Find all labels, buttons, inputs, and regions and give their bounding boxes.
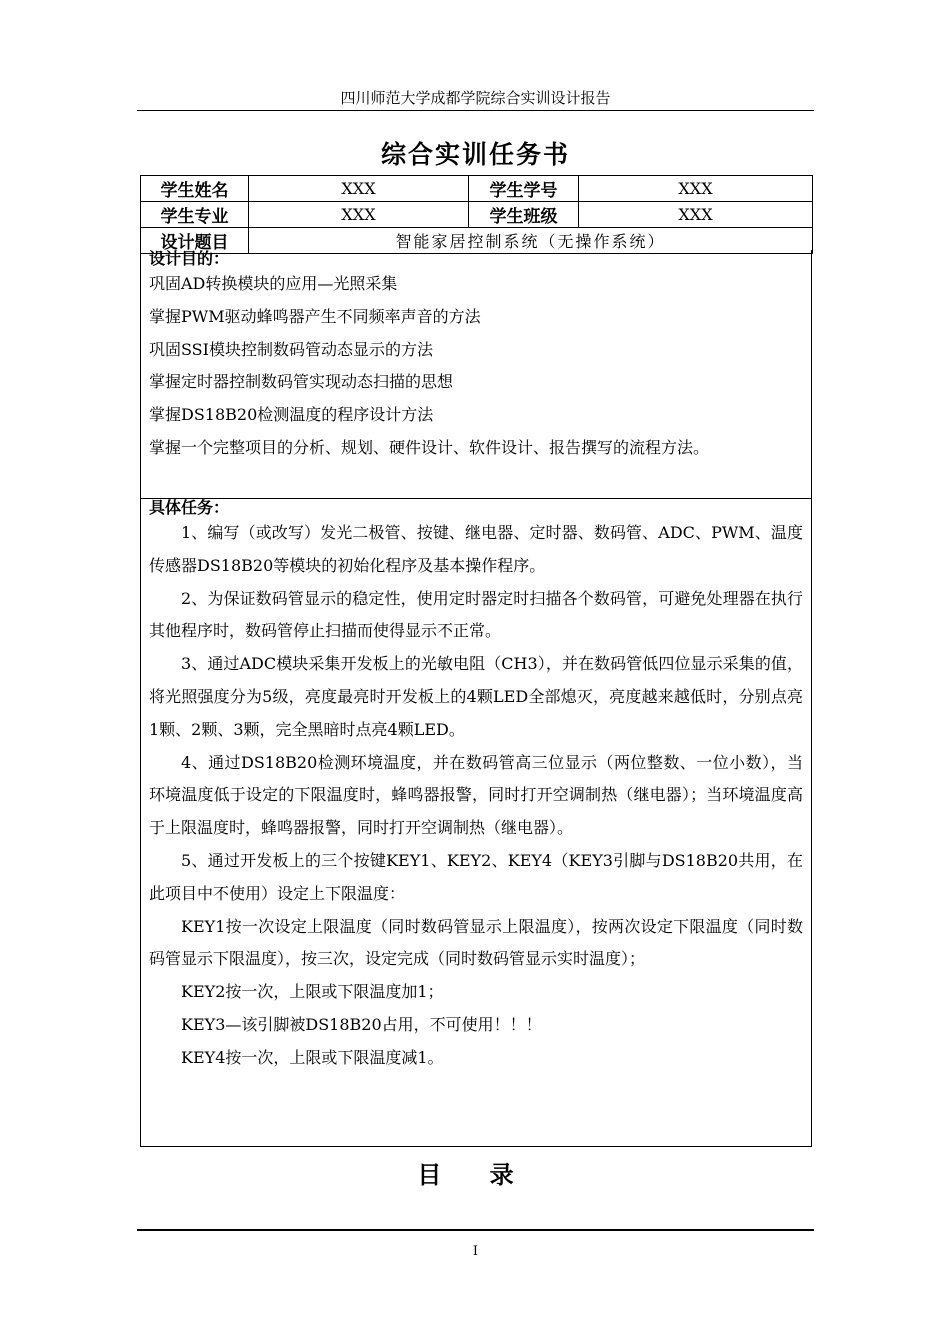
class-label: 学生班级 — [469, 202, 579, 228]
topic-value: 智能家居控制系统（无操作系统） — [249, 228, 813, 254]
purpose-section — [140, 250, 812, 499]
class-value: XXX — [579, 202, 813, 228]
name-label: 学生姓名 — [141, 176, 249, 202]
purpose-heading: 设计目的： — [149, 249, 230, 268]
topic-label: 设计题目 — [141, 228, 249, 254]
task-item: 4、通过DS18B20检测环境温度，并在数码管高三位显示（两位整数、一位小数），当环境温度低于设定的下限温度时，蜂鸣器报警，同时打开空调制热（继电器）；当环境温度高于上限温度时，蜂鸣器报警，同时打开空调制热（继电器）。 — [149, 752, 803, 838]
task-item: 5、通过开发板上的三个按键KEY1、KEY2、KEY4（KEY3引脚与DS18B20共用，在此项目中不使用）设定上下限温度： — [149, 850, 803, 903]
purpose-item: 巩固AD转换模块的应用—光照采集 — [149, 274, 398, 293]
task-item: 3、通过ADC模块采集开发板上的光敏电阻（CH3），并在数码管低四位显示采集的值，将光照强度分为5级，亮度最亮时开发板上的4颗LED全部熄灭，亮度越来越低时，分别点亮1颗、2颗、3颗，完全黑暗时点亮4颗LED。 — [149, 654, 803, 739]
task-item: KEY2按一次，上限或下限温度加1； — [181, 982, 444, 1002]
task-item: KEY1按一次设定上限温度（同时数码管显示上限温度），按两次设定下限温度（同时数码管显示下限温度），按三次，设定完成（同时数码管显示实时温度）； — [149, 916, 803, 969]
id-label: 学生学号 — [469, 176, 579, 202]
toc-title: 目 录 — [417, 1161, 534, 1189]
task-item: 2、为保证数码管显示的稳定性，使用定时器定时扫描各个数码管，可避免处理器在执行其他程序时，数码管停止扫描而使得显示不正常。 — [149, 588, 803, 641]
task-item: 1、编写（或改写）发光二极管、按键、继电器、定时器、数码管、ADC、PWM、温度传感器DS18B20等模块的初始化程序及基本操作程序。 — [149, 523, 803, 575]
purpose-item: 掌握PWM驱动蜂鸣器产生不同频率声音的方法 — [149, 306, 481, 326]
name-value: XXX — [249, 176, 469, 202]
purpose-item: 掌握DS18B20检测温度的程序设计方法 — [149, 405, 434, 425]
student-info-table — [140, 175, 813, 254]
id-value: XXX — [579, 176, 813, 202]
table-row — [141, 202, 813, 228]
tasks-heading: 具体任务： — [149, 498, 230, 517]
task-item: KEY3—该引脚被DS18B20占用，不可使用！！！ — [181, 1014, 542, 1034]
table-row — [141, 176, 813, 202]
major-label: 学生专业 — [141, 202, 249, 228]
header-rule — [137, 110, 814, 111]
task-item: KEY4按一次，上限或下限温度减1。 — [181, 1047, 444, 1067]
page-header: 四川师范大学成都学院综合实训设计报告 — [340, 89, 611, 107]
page-number: I — [472, 1244, 479, 1259]
footer-rule — [137, 1229, 814, 1231]
purpose-item: 巩固SSI模块控制数码管动态显示的方法 — [149, 339, 433, 359]
major-value: XXX — [249, 202, 469, 228]
purpose-item: 掌握定时器控制数码管实现动态扫描的思想 — [149, 372, 454, 392]
purpose-item: 掌握一个完整项目的分析、规划、硬件设计、软件设计、报告撰写的流程方法。 — [149, 437, 710, 457]
document-title: 综合实训任务书 — [380, 140, 570, 169]
tasks-section — [140, 499, 812, 1147]
